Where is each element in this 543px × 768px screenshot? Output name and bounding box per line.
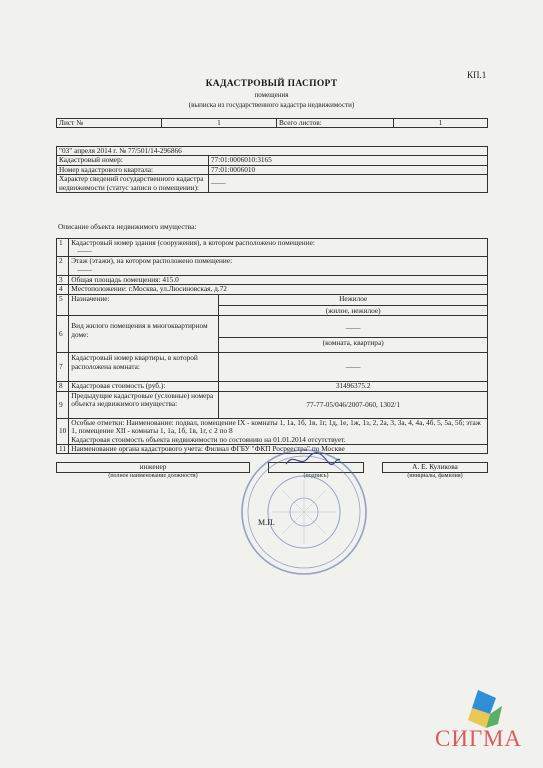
- quarter-label: Номер кадастрового квартала:: [57, 165, 209, 174]
- table-row: [57, 353, 488, 382]
- row-number: 7: [57, 353, 69, 382]
- cad-number-label: Кадастровый номер:: [57, 156, 209, 165]
- table-row: [57, 294, 488, 316]
- row-number: 8: [57, 382, 69, 391]
- signer-position: инженер: [57, 463, 250, 473]
- building-cad-value: ——: [77, 246, 92, 256]
- name-caption: (инициалы, фамилия): [407, 473, 463, 479]
- row-number: 2: [57, 257, 69, 275]
- special-notes-cost: Кадастровая стоимость объекта недвижимости по состоянию на 01.01.2014 отсутствует.: [71, 434, 346, 444]
- total-sheets-value: 1: [394, 119, 488, 128]
- table-row: [57, 285, 488, 294]
- character-value: ——: [209, 175, 488, 193]
- sheet-label: Лист №: [57, 119, 162, 128]
- floor-label: Этаж (этажи), на котором расположено помещение:: [71, 256, 233, 266]
- info-table: [56, 146, 488, 193]
- special-notes-cell: [69, 418, 488, 444]
- purpose-value: Нежилое: [339, 293, 368, 303]
- total-sheets-label: Всего листов:: [277, 119, 394, 128]
- purpose-hint: (жилое, нежилое): [219, 305, 487, 315]
- row-number: 4: [57, 285, 69, 294]
- row-number: 6: [57, 316, 69, 353]
- row-cell: [69, 239, 488, 257]
- floor-value: ——: [77, 264, 92, 274]
- cad-number-value: 77:01:0006010:3165: [209, 156, 488, 165]
- previous-numbers-value: 77-77-05/046/2007-060, 1302/1: [219, 391, 488, 418]
- signature-caption: (подпись): [303, 473, 329, 479]
- table-row: [57, 382, 488, 391]
- row-cell: [69, 257, 488, 275]
- document-subtitle: помещения: [254, 91, 289, 99]
- position-caption: (полное наименование должности): [108, 473, 198, 479]
- date-line: "03" апреля 2014 г. № 77/501/14-296866: [57, 147, 488, 156]
- signature-scribble-icon: [282, 450, 342, 470]
- location-cell: Местоположение: г.Москва, ул.Люсиновская, д.72: [69, 285, 488, 294]
- signer-name: А. Е. Куликова: [383, 463, 488, 473]
- row-number: 5: [57, 294, 69, 316]
- character-label: Характер сведений государственного кадастра недвижимости (статус записи о помещении):: [57, 175, 209, 193]
- registration-body-cell: Наименование органа кадастрового учета: Филиал ФГБУ "ФКП Росреестра" по Москве: [69, 444, 488, 453]
- table-row: [57, 391, 488, 418]
- document-subtitle-extract: (выписка из государственного кадастра недвижимости): [188, 101, 355, 109]
- table-row: [57, 418, 488, 444]
- table-row: [57, 257, 488, 275]
- brand-watermark: СИГМА: [435, 726, 523, 751]
- purpose-cell: [219, 294, 488, 316]
- dwelling-type-cell: [219, 316, 488, 353]
- row-number: 11: [57, 444, 69, 453]
- row-number: 10: [57, 418, 69, 444]
- row-number: 9: [57, 391, 69, 418]
- apartment-cad-label: Кадастровый номер квартиры, в которой расположена комната:: [69, 353, 219, 382]
- building-cad-label: Кадастровый номер здания (сооружения), в котором расположено помещение:: [71, 238, 315, 247]
- row-number: 1: [57, 239, 69, 257]
- stamp-place-label: М.П.: [258, 518, 275, 527]
- sheet-code: КП.1: [467, 70, 487, 80]
- description-table: [56, 238, 488, 454]
- special-notes-text: Особые отметки: Наименование: подвал, помещение IX - комнаты 1, 1а, 1б, 1в, 1г, 1д, 1е, 1ж, 1з, 2, 2а, 3, 3а, 4, 4а, 4б, 5, 5а, 5б; этаж 1, помещение XII - комнаты 1, 1а, 1б, 1в, 1г, с 2 по 8: [71, 417, 481, 436]
- dwelling-type-hint: (комната, квартира): [219, 337, 487, 347]
- cadastral-cost-label: Кадастровая стоимость (руб.):: [69, 382, 219, 391]
- dwelling-type-value: ——: [345, 323, 361, 333]
- row-number: 3: [57, 275, 69, 284]
- quarter-value: 77:01:0006010: [209, 165, 488, 174]
- dwelling-type-label: Вид жилого помещения в многоквартирном доме:: [69, 316, 219, 353]
- area-cell: Общая площадь помещения: 415.0: [69, 275, 488, 284]
- previous-numbers-label: Предыдущие кадастровые (условные) номера объекта недвижимого имущества:: [69, 391, 219, 418]
- purpose-label: Назначение:: [69, 294, 219, 316]
- apartment-cad-value: ——: [219, 353, 488, 382]
- document-title: КАДАСТРОВЫЙ ПАСПОРТ: [205, 79, 338, 89]
- description-title: Описание объекта недвижимого имущества:: [58, 222, 197, 231]
- sheet-value: 1: [162, 119, 277, 128]
- cadastral-cost-value: 31496375.2: [219, 382, 488, 391]
- table-row: [57, 316, 488, 353]
- sheet-table: [56, 118, 488, 128]
- table-row: [57, 239, 488, 257]
- sigma-logo-icon: [430, 684, 540, 764]
